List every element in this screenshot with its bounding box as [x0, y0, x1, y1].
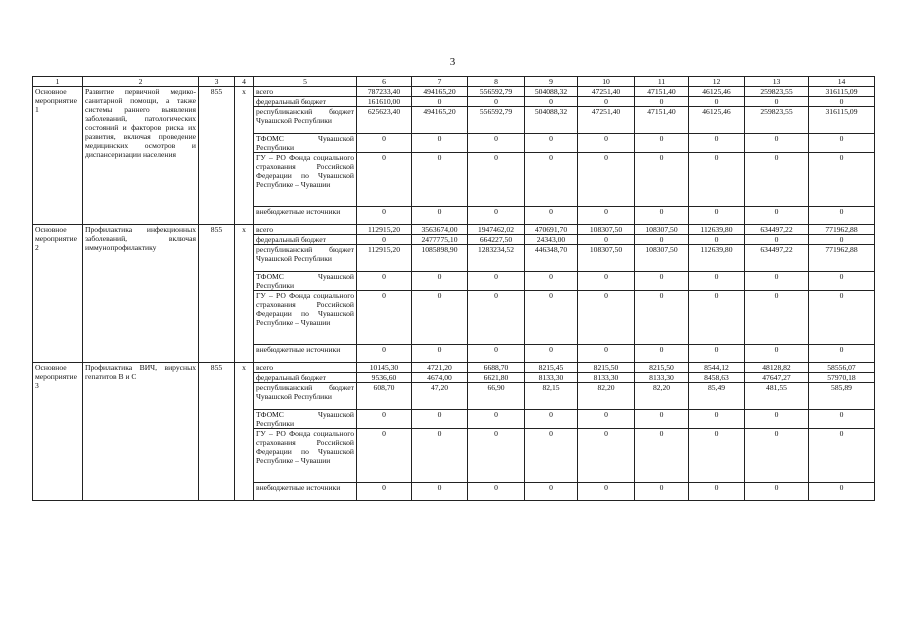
value-cell: 0 [468, 272, 525, 291]
value-cell: 47151,40 [635, 87, 689, 97]
value-cell: 112639,80 [689, 225, 745, 235]
value-cell: 771962,88 [809, 245, 875, 272]
value-cell: 0 [745, 410, 809, 429]
value-cell: 0 [745, 207, 809, 225]
value-cell: 0 [635, 483, 689, 501]
value-cell: 0 [412, 410, 468, 429]
value-cell: 46125,46 [689, 87, 745, 97]
value-cell: 108307,50 [578, 245, 635, 272]
value-cell: 0 [468, 207, 525, 225]
value-cell: 0 [468, 134, 525, 153]
column-header: 10 [578, 77, 635, 87]
value-cell: 0 [412, 207, 468, 225]
funding-source-cell: всего [254, 225, 357, 235]
column-header: 13 [745, 77, 809, 87]
value-cell: 0 [635, 272, 689, 291]
value-cell: 108307,50 [635, 225, 689, 235]
value-cell: 8544,12 [689, 363, 745, 373]
activity-description-cell: Профилактика ВИЧ, вирусных гепатитов В и С [83, 363, 199, 501]
table-row [33, 225, 875, 235]
value-cell: 112915,20 [357, 245, 412, 272]
column-header: 9 [525, 77, 578, 87]
value-cell: 446348,70 [525, 245, 578, 272]
column-header: 5 [254, 77, 357, 87]
value-cell: 0 [745, 97, 809, 107]
value-cell: 0 [689, 97, 745, 107]
column4-cell: x [235, 363, 254, 501]
value-cell: 585,89 [809, 383, 875, 410]
value-cell: 0 [745, 345, 809, 363]
value-cell: 82,20 [635, 383, 689, 410]
value-cell: 771962,88 [809, 225, 875, 235]
value-cell: 0 [635, 153, 689, 207]
value-cell: 4674,00 [412, 373, 468, 383]
value-cell: 0 [412, 483, 468, 501]
value-cell: 0 [412, 291, 468, 345]
value-cell: 0 [578, 291, 635, 345]
value-cell: 556592,79 [468, 107, 525, 134]
value-cell: 0 [689, 134, 745, 153]
funding-source-cell: федеральный бюджет [254, 373, 357, 383]
code-cell: 855 [199, 87, 235, 225]
value-cell: 0 [578, 207, 635, 225]
value-cell: 0 [412, 345, 468, 363]
value-cell: 0 [578, 134, 635, 153]
code-cell: 855 [199, 225, 235, 363]
value-cell: 0 [689, 207, 745, 225]
value-cell: 0 [357, 272, 412, 291]
value-cell: 0 [412, 153, 468, 207]
column-header: 12 [689, 77, 745, 87]
value-cell: 0 [578, 345, 635, 363]
value-cell: 0 [635, 429, 689, 483]
value-cell: 0 [578, 235, 635, 245]
funding-source-cell: ТФОМС Чувашской Республики [254, 410, 357, 429]
value-cell: 0 [809, 153, 875, 207]
value-cell: 0 [689, 345, 745, 363]
value-cell: 47647,27 [745, 373, 809, 383]
funding-source-cell: внебюджетные источники [254, 207, 357, 225]
value-cell: 0 [412, 429, 468, 483]
value-cell: 0 [468, 291, 525, 345]
value-cell: 47251,40 [578, 87, 635, 97]
value-cell: 0 [468, 97, 525, 107]
column-header: 7 [412, 77, 468, 87]
value-cell: 8215,50 [635, 363, 689, 373]
value-cell: 0 [745, 235, 809, 245]
activity-description-cell: Развитие первичной медико-санитарной помощи, а также системы раннего выявления заболеваний, патологических состояний и факторов риска их развития, включая проведение медицинских осмотров и диспансеризации населения [83, 87, 199, 225]
value-cell: 10145,30 [357, 363, 412, 373]
activity-name-cell: Основное мероприятие 1 [33, 87, 83, 225]
value-cell: 0 [809, 235, 875, 245]
value-cell: 0 [357, 291, 412, 345]
value-cell: 0 [357, 207, 412, 225]
value-cell: 108307,50 [635, 245, 689, 272]
funding-source-cell: ГУ – РО Фонда социального страхования Российской Федерации по Чувашской Республике – Чувашии [254, 429, 357, 483]
value-cell: 8215,45 [525, 363, 578, 373]
value-cell: 0 [745, 153, 809, 207]
value-cell: 0 [525, 345, 578, 363]
value-cell: 0 [412, 97, 468, 107]
value-cell: 0 [809, 429, 875, 483]
value-cell: 161610,00 [357, 97, 412, 107]
value-cell: 0 [745, 291, 809, 345]
value-cell: 48128,82 [745, 363, 809, 373]
column-header: 2 [83, 77, 199, 87]
value-cell: 0 [468, 153, 525, 207]
value-cell: 481,55 [745, 383, 809, 410]
value-cell: 0 [809, 483, 875, 501]
value-cell: 634497,22 [745, 225, 809, 235]
value-cell: 57970,18 [809, 373, 875, 383]
column-header: 6 [357, 77, 412, 87]
value-cell: 664227,50 [468, 235, 525, 245]
value-cell: 0 [357, 134, 412, 153]
budget-table [32, 76, 875, 501]
value-cell: 8133,30 [635, 373, 689, 383]
funding-source-cell: федеральный бюджет [254, 235, 357, 245]
value-cell: 8458,63 [689, 373, 745, 383]
funding-source-cell: внебюджетные источники [254, 483, 357, 501]
value-cell: 470691,70 [525, 225, 578, 235]
value-cell: 0 [689, 410, 745, 429]
value-cell: 8133,30 [578, 373, 635, 383]
funding-source-cell: республиканский бюджет Чувашской Республики [254, 107, 357, 134]
table-row [33, 363, 875, 373]
value-cell: 47151,40 [635, 107, 689, 134]
value-cell: 0 [525, 272, 578, 291]
value-cell: 0 [578, 153, 635, 207]
value-cell: 0 [578, 97, 635, 107]
value-cell: 0 [525, 483, 578, 501]
value-cell: 1085898,90 [412, 245, 468, 272]
activity-description-cell: Профилактика инфекционных заболеваний, включая иммунопрофилактику [83, 225, 199, 363]
value-cell: 47251,40 [578, 107, 635, 134]
column-header: 14 [809, 77, 875, 87]
value-cell: 259823,55 [745, 107, 809, 134]
value-cell: 0 [809, 345, 875, 363]
value-cell: 625623,40 [357, 107, 412, 134]
value-cell: 556592,79 [468, 87, 525, 97]
funding-source-cell: ГУ – РО Фонда социального страхования Российской Федерации по Чувашской Республике – Чувашии [254, 153, 357, 207]
value-cell: 0 [525, 97, 578, 107]
header-row [33, 77, 875, 87]
funding-source-cell: внебюджетные источники [254, 345, 357, 363]
value-cell: 24343,00 [525, 235, 578, 245]
value-cell: 504088,32 [525, 107, 578, 134]
funding-source-cell: республиканский бюджет Чувашской Республики [254, 245, 357, 272]
value-cell: 85,49 [689, 383, 745, 410]
page-number: 3 [449, 56, 456, 68]
funding-source-cell: республиканский бюджет Чувашской Республики [254, 383, 357, 410]
value-cell: 0 [468, 429, 525, 483]
value-cell: 494165,20 [412, 107, 468, 134]
value-cell: 9536,60 [357, 373, 412, 383]
value-cell: 0 [357, 483, 412, 501]
value-cell: 6688,70 [468, 363, 525, 373]
value-cell: 46125,46 [689, 107, 745, 134]
funding-source-cell: всего [254, 363, 357, 373]
code-cell: 855 [199, 363, 235, 501]
value-cell: 0 [745, 483, 809, 501]
value-cell: 0 [745, 429, 809, 483]
value-cell: 0 [357, 153, 412, 207]
value-cell: 634497,22 [745, 245, 809, 272]
value-cell: 0 [468, 483, 525, 501]
value-cell: 0 [635, 97, 689, 107]
value-cell: 82,20 [578, 383, 635, 410]
value-cell: 108307,50 [578, 225, 635, 235]
value-cell: 316115,09 [809, 87, 875, 97]
value-cell: 2477775,10 [412, 235, 468, 245]
value-cell: 0 [412, 134, 468, 153]
value-cell: 0 [635, 235, 689, 245]
value-cell: 47,20 [412, 383, 468, 410]
value-cell: 0 [809, 291, 875, 345]
value-cell: 1283234,52 [468, 245, 525, 272]
value-cell: 494165,20 [412, 87, 468, 97]
value-cell: 82,15 [525, 383, 578, 410]
value-cell: 0 [357, 235, 412, 245]
table-row [33, 87, 875, 97]
value-cell: 58556,07 [809, 363, 875, 373]
column-header: 4 [235, 77, 254, 87]
value-cell: 66,90 [468, 383, 525, 410]
value-cell: 0 [635, 345, 689, 363]
column-header: 8 [468, 77, 525, 87]
value-cell: 0 [809, 410, 875, 429]
value-cell: 0 [468, 410, 525, 429]
funding-source-cell: ГУ – РО Фонда социального страхования Российской Федерации по Чувашской Республике – Чувашии [254, 291, 357, 345]
column-header: 1 [33, 77, 83, 87]
value-cell: 4721,20 [412, 363, 468, 373]
value-cell: 1947462,02 [468, 225, 525, 235]
value-cell: 316115,09 [809, 107, 875, 134]
value-cell: 0 [525, 207, 578, 225]
value-cell: 0 [689, 291, 745, 345]
column-header: 3 [199, 77, 235, 87]
value-cell: 0 [525, 429, 578, 483]
value-cell: 8133,30 [525, 373, 578, 383]
value-cell: 0 [635, 207, 689, 225]
value-cell: 608,70 [357, 383, 412, 410]
value-cell: 0 [468, 345, 525, 363]
value-cell: 0 [689, 483, 745, 501]
value-cell: 0 [578, 272, 635, 291]
funding-source-cell: всего [254, 87, 357, 97]
value-cell: 0 [525, 291, 578, 345]
column4-cell: x [235, 225, 254, 363]
value-cell: 0 [578, 410, 635, 429]
value-cell: 0 [745, 272, 809, 291]
value-cell: 0 [578, 483, 635, 501]
value-cell: 0 [809, 207, 875, 225]
value-cell: 112915,20 [357, 225, 412, 235]
value-cell: 259823,55 [745, 87, 809, 97]
value-cell: 0 [809, 272, 875, 291]
column-header: 11 [635, 77, 689, 87]
value-cell: 0 [412, 272, 468, 291]
value-cell: 0 [357, 410, 412, 429]
value-cell: 787233,40 [357, 87, 412, 97]
value-cell: 0 [689, 272, 745, 291]
value-cell: 0 [635, 291, 689, 345]
value-cell: 0 [689, 235, 745, 245]
value-cell: 0 [689, 429, 745, 483]
value-cell: 0 [635, 410, 689, 429]
value-cell: 0 [357, 429, 412, 483]
value-cell: 0 [525, 134, 578, 153]
value-cell: 0 [525, 410, 578, 429]
activity-name-cell: Основное мероприятие 3 [33, 363, 83, 501]
funding-source-cell: федеральный бюджет [254, 97, 357, 107]
funding-source-cell: ТФОМС Чувашской Республики [254, 272, 357, 291]
value-cell: 0 [525, 153, 578, 207]
value-cell: 0 [809, 134, 875, 153]
value-cell: 6621,80 [468, 373, 525, 383]
value-cell: 0 [357, 345, 412, 363]
value-cell: 0 [578, 429, 635, 483]
value-cell: 112639,80 [689, 245, 745, 272]
value-cell: 0 [689, 153, 745, 207]
value-cell: 3563674,00 [412, 225, 468, 235]
value-cell: 504088,32 [525, 87, 578, 97]
value-cell: 8215,50 [578, 363, 635, 373]
column4-cell: x [235, 87, 254, 225]
value-cell: 0 [745, 134, 809, 153]
funding-source-cell: ТФОМС Чувашской Республики [254, 134, 357, 153]
value-cell: 0 [635, 134, 689, 153]
activity-name-cell: Основное мероприятие 2 [33, 225, 83, 363]
value-cell: 0 [809, 97, 875, 107]
